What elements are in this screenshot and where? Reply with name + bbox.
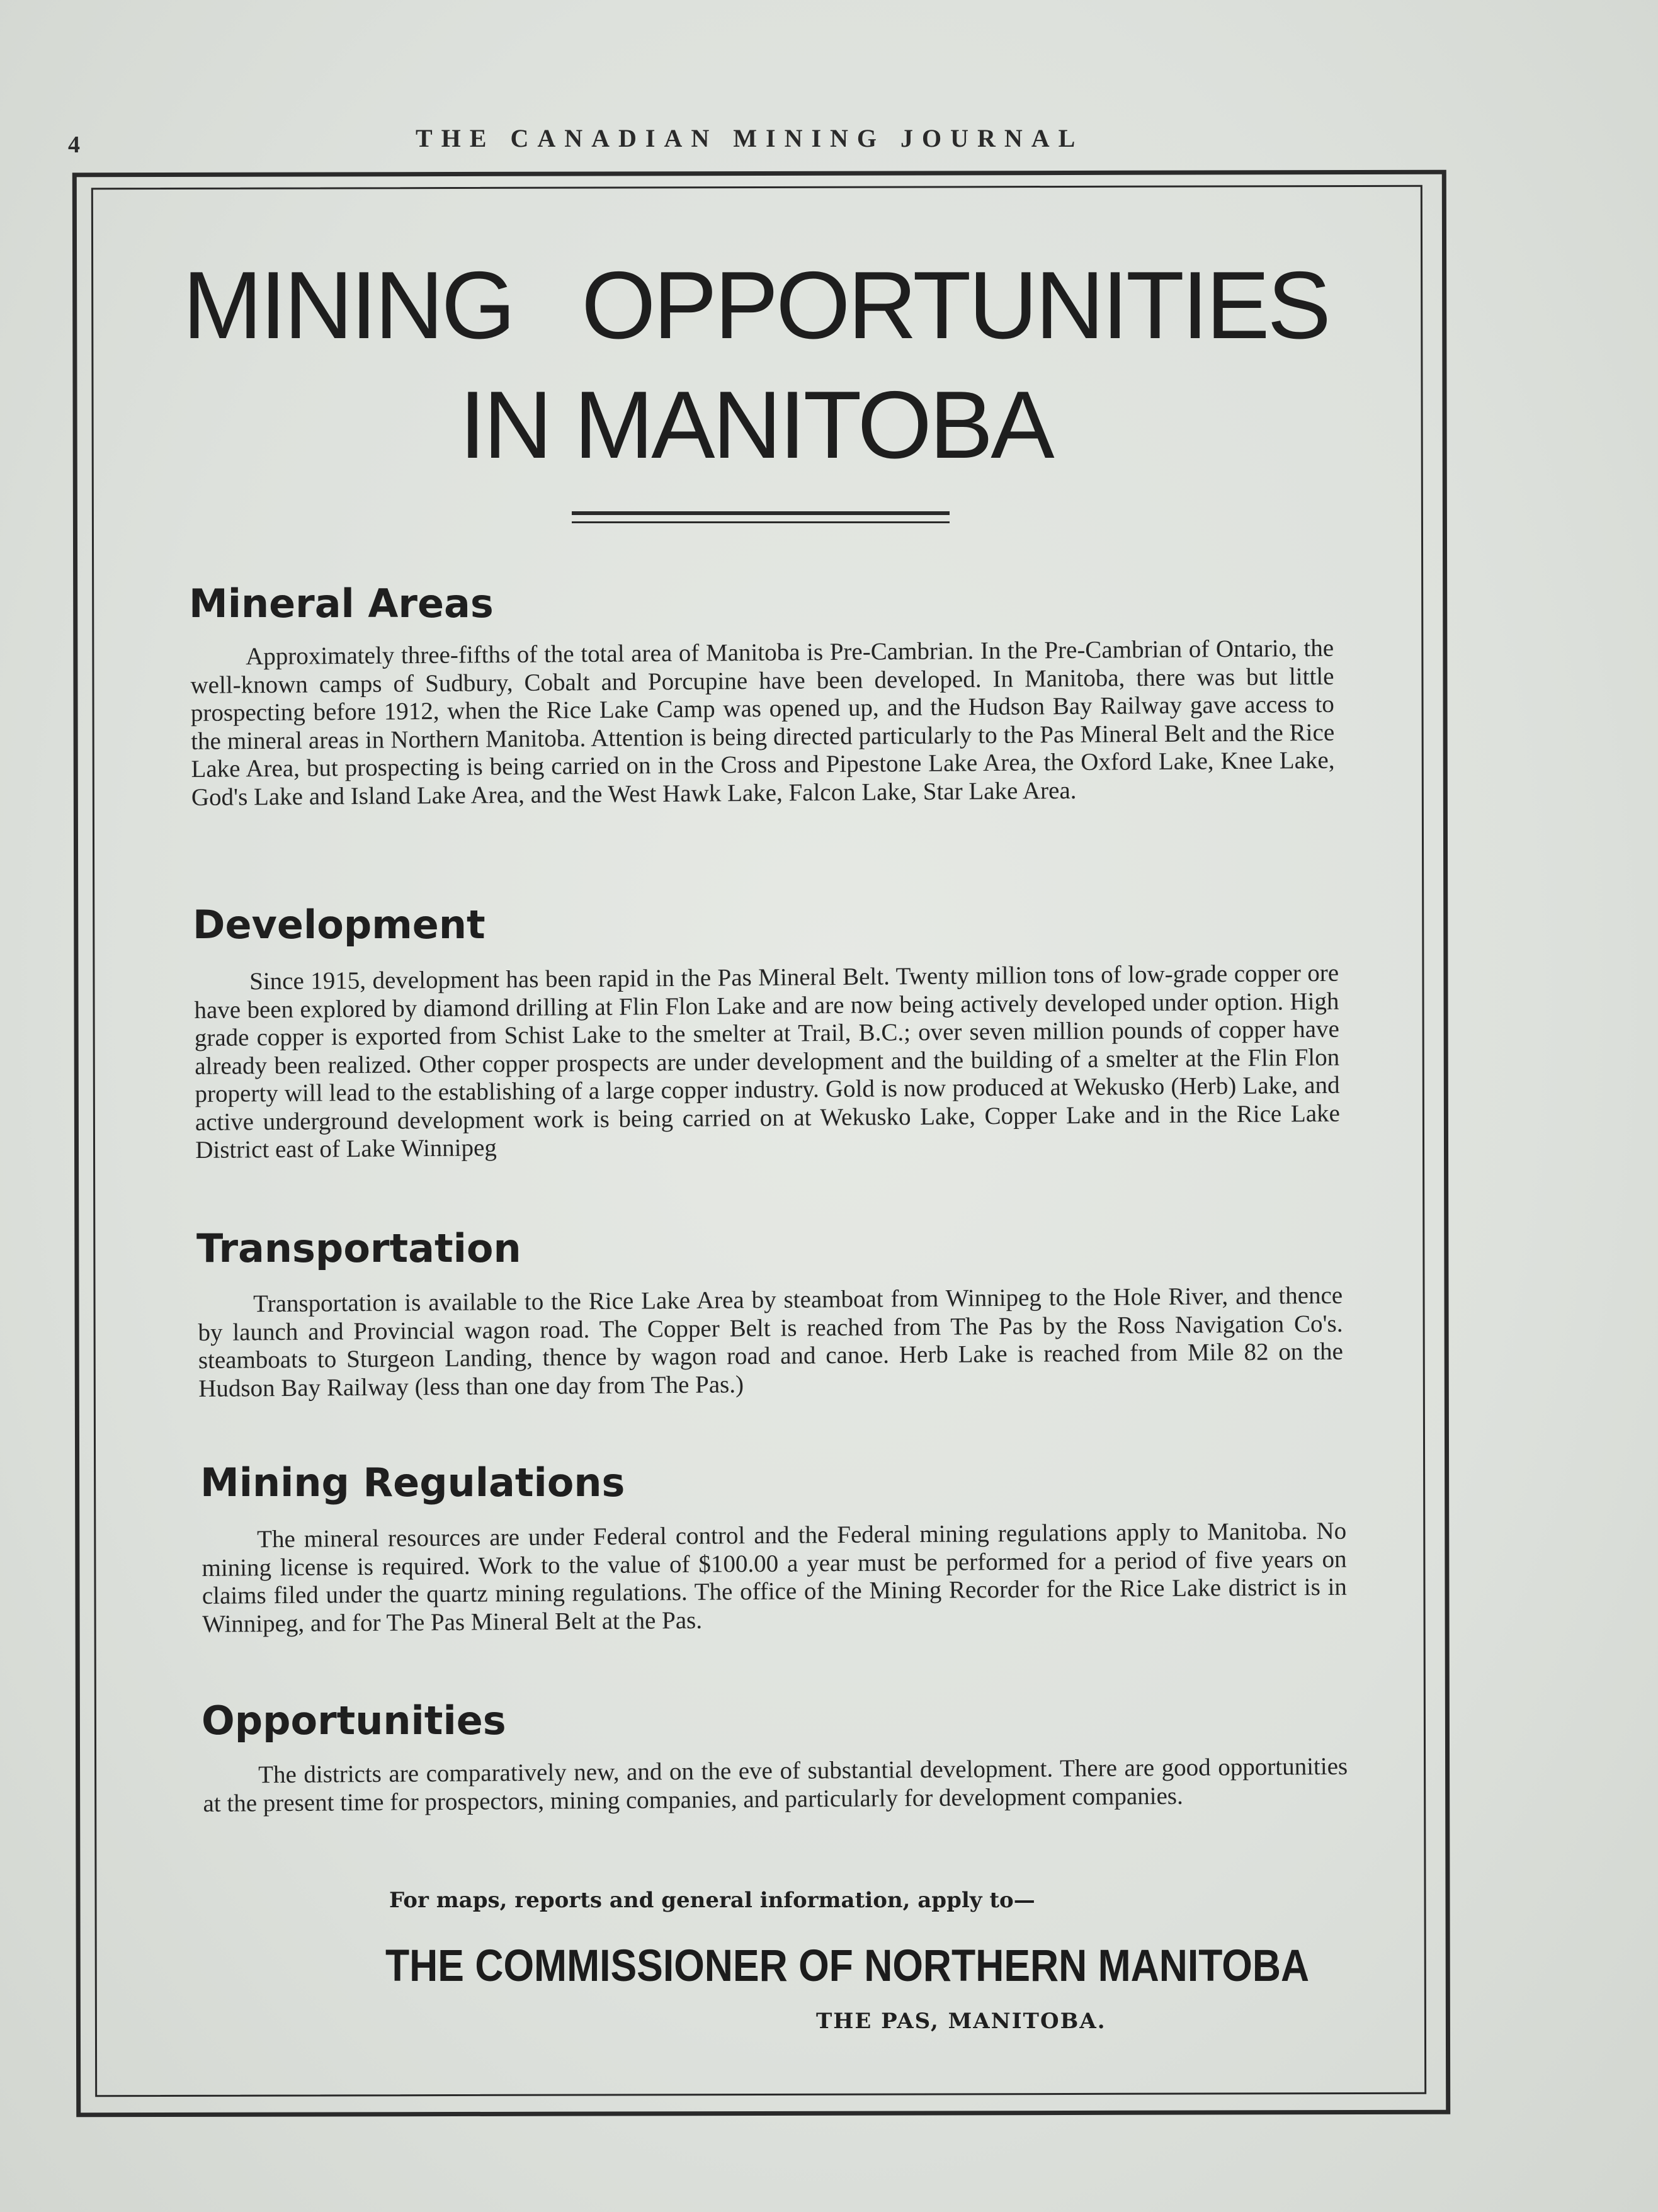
title-line-1: MINING OPPORTUNITIES xyxy=(183,252,1329,359)
heading-development: Development xyxy=(193,902,485,948)
title-rule-thin xyxy=(572,521,950,523)
page-title xyxy=(151,246,1360,485)
page-number: 4 xyxy=(68,132,80,158)
title-line-2: IN MANITOBA xyxy=(459,372,1052,479)
running-title: THE CANADIAN MINING JOURNAL xyxy=(416,124,1084,152)
body-opportunities: The districts are comparatively new, and on the eve of substantial development. There are good opportunities at the present time for prospectors, mining companies, and particularly for development companies. xyxy=(203,1752,1348,1817)
heading-mining-regulations: Mining Regulations xyxy=(200,1460,625,1506)
apply-line: For maps, reports and general information, apply to— xyxy=(389,1888,1035,1913)
heading-opportunities: Opportunities xyxy=(202,1698,506,1744)
title-rule-thick xyxy=(572,511,950,515)
commissioner-address: THE PAS, MANITOBA. xyxy=(816,2009,1106,2034)
body-mineral-areas: Approximately three-fifths of the total area of Manitoba is Pre-Cambrian. In the Pre-Cambrian of Ontario, the well-known camps of Sudbury, Cobalt and Porcupine have been developed. In Manitoba, there was but little prospecting before 1912, when the Rice Lake Camp was opened up, and the Hudson Bay Railway gave access to the mineral areas in Northern Manitoba. Attention is being directed particularly to the Pas Mineral Belt and the Rice Lake Area, but prospecting is being carried on in the Cross and Pipestone Lake Area, the Oxford Lake, Knee Lake, God's Lake and Island Lake Area, and the West Hawk Lake, Falcon Lake, Star Lake Area. xyxy=(190,634,1335,811)
body-development: Since 1915, development has been rapid in the Pas Mineral Belt. Twenty million tons of low-grade copper ore have been explored by diamond drilling at Flin Flon Lake and are now being actively developed under option. High grade copper is exported from Schist Lake to the smelter at Trail, B.C.; over seven million pounds of copper have already been realized. Other copper prospects are under development and the building of a smelter at the Flin Flon property will lead to the establishing of a large copper industry. Gold is now produced at Wekusko (Herb) Lake, and active underground development work is being carried on at Wekusko Lake, Copper Lake and in the Rice Lake District east of Lake Winnipeg xyxy=(194,959,1341,1164)
heading-mineral-areas: Mineral Areas xyxy=(189,581,494,627)
body-mining-regulations: The mineral resources are under Federal control and the Federal mining regulations apply to Manitoba. No mining license is required. Work to the value of $100.00 a year must be performed for a period of five years on claims filed under the quartz mining regulations. The office of the Mining Recorder for the Rice Lake district is in Winnipeg, and for The Pas Mineral Belt at the Pas. xyxy=(202,1517,1347,1638)
commissioner-name: THE COMMISSIONER OF NORTHERN MANITOBA xyxy=(385,1941,1310,1991)
heading-transportation: Transportation xyxy=(196,1225,521,1271)
body-transportation: Transportation is available to the Rice Lake Area by steamboat from Winnipeg to the Hole River, and thence by launch and Provincial wagon road. The Copper Belt is reached from The Pas by the Ross Navigation Co's. steamboats to Sturgeon Landing, thence by wagon road and canoe. Herb Lake is reached from Mile 82 on the Hudson Bay Railway (less than one day from The Pas.) xyxy=(198,1281,1343,1402)
